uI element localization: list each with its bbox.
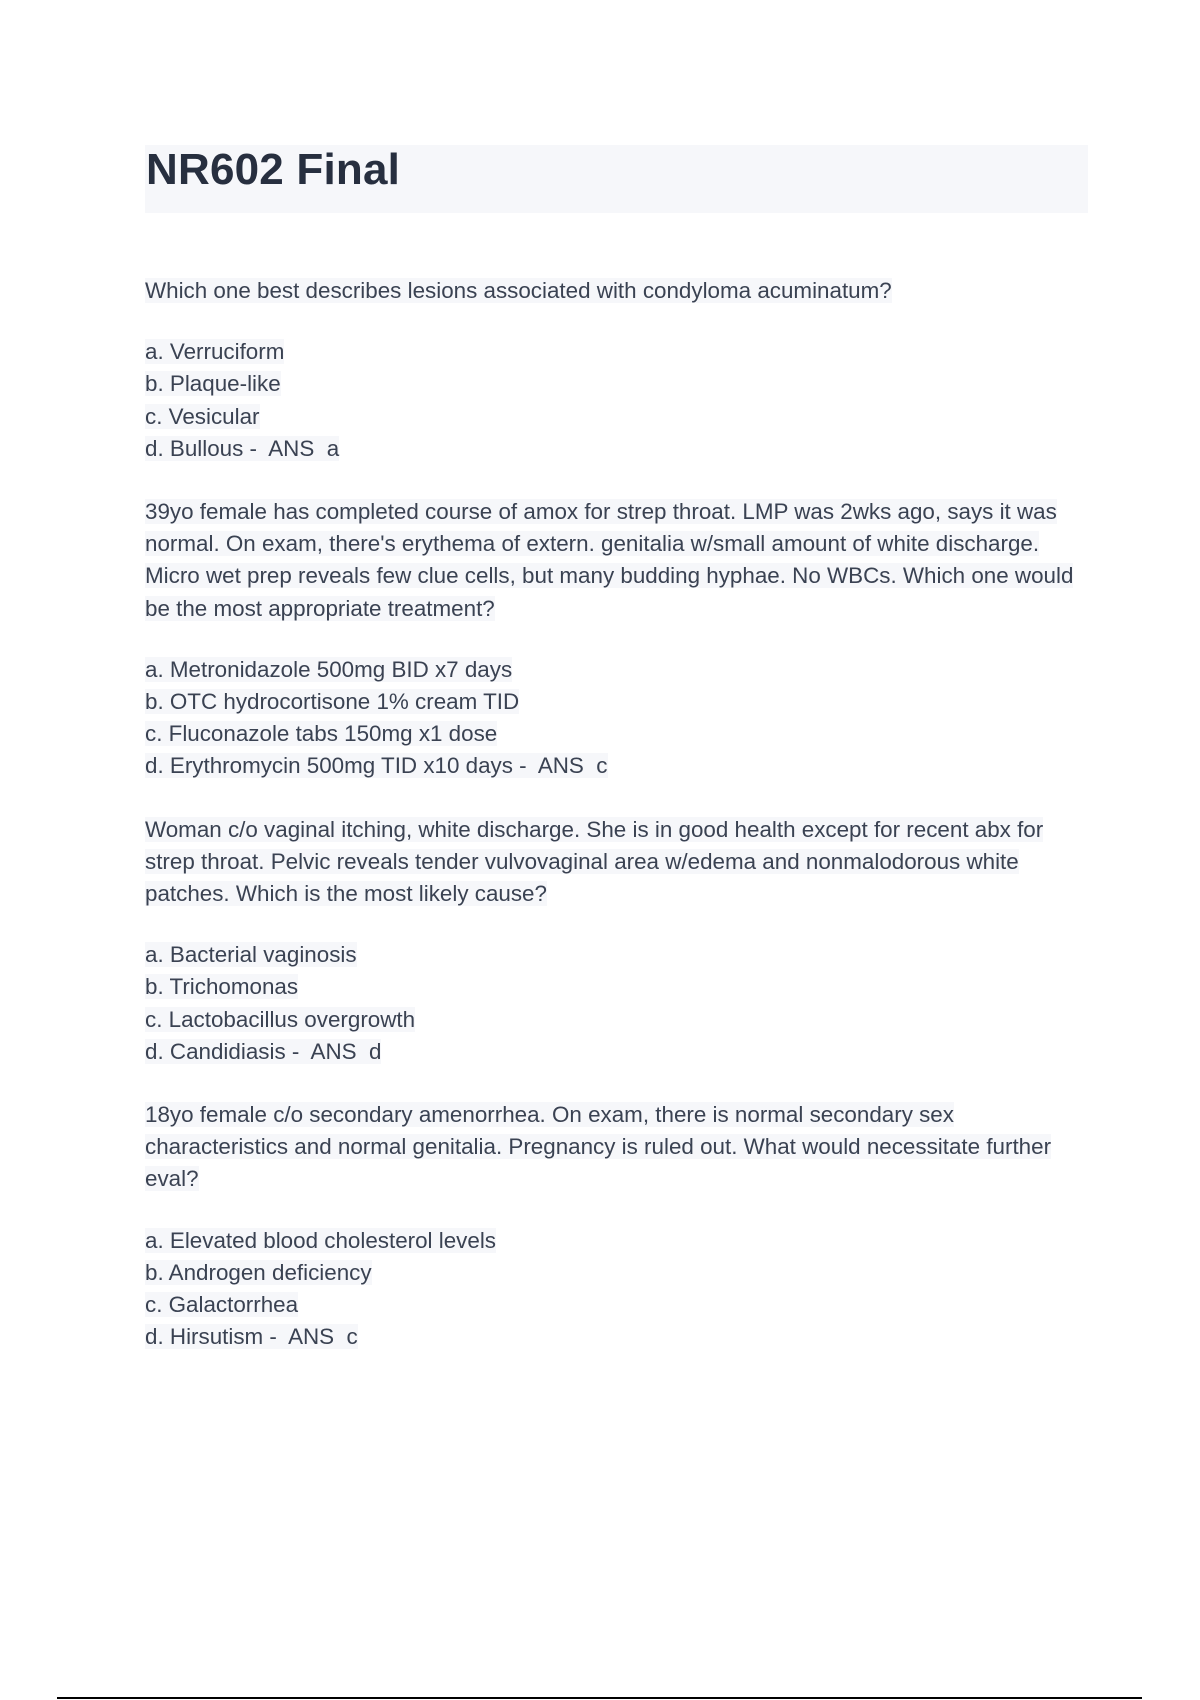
answer-option: a. Metronidazole 500mg BID x7 days bbox=[145, 656, 513, 682]
answer-option: b. Androgen deficiency bbox=[145, 1259, 372, 1285]
answer-option: d. Bullous - ANS a bbox=[145, 435, 340, 461]
answer-option: b. Plaque-like bbox=[145, 371, 281, 397]
question-stem: Which one best describes lesions associated with condyloma acuminatum? bbox=[145, 278, 892, 303]
document-title: NR602 Final bbox=[146, 145, 401, 194]
answer-option: d. Candidiasis - ANS d bbox=[145, 1038, 382, 1064]
question-stem: 39yo female has completed course of amox for strep throat. LMP was 2wks ago, says it was normal. On exam, there's erythema of extern. genitalia w/small amount of white discharge. Micro wet prep reveals few clue cells, but many budding hyphae. No WBCs. Which one would be the most appropriate treatment? bbox=[145, 499, 1074, 621]
answer-option: c. Lactobacillus overgrowth bbox=[145, 1006, 416, 1032]
answer-option: c. Fluconazole tabs 150mg x1 dose bbox=[145, 721, 498, 747]
footer-divider bbox=[57, 1697, 1142, 1699]
answer-option: c. Vesicular bbox=[145, 403, 260, 429]
answer-option: b. OTC hydrocortisone 1% cream TID bbox=[145, 689, 520, 715]
answer-option: a. Bacterial vaginosis bbox=[145, 942, 357, 968]
answer-options bbox=[145, 939, 1089, 1068]
answer-options bbox=[145, 336, 1089, 465]
answer-option: c. Galactorrhea bbox=[145, 1292, 299, 1318]
question-3 bbox=[145, 814, 1089, 1068]
answer-option: a. Verruciform bbox=[145, 339, 285, 365]
answer-option: a. Elevated blood cholesterol levels bbox=[145, 1227, 497, 1253]
question-stem: 18yo female c/o secondary amenorrhea. On exam, there is normal secondary sex characteristics and normal genitalia. Pregnancy is ruled out. What would necessitate further eval? bbox=[145, 1102, 1052, 1192]
question-4 bbox=[145, 1099, 1089, 1353]
question-2 bbox=[145, 496, 1089, 783]
question-list bbox=[145, 275, 1089, 1384]
answer-option: d. Hirsutism - ANS c bbox=[145, 1324, 358, 1350]
question-1 bbox=[145, 275, 1089, 465]
answer-options bbox=[145, 1225, 1089, 1354]
answer-option: b. Trichomonas bbox=[145, 974, 299, 1000]
question-stem: Woman c/o vaginal itching, white discharge. She is in good health except for recent abx for strep throat. Pelvic reveals tender vulvovaginal area w/edema and nonmalodorous white patches. Which is the most likely cause? bbox=[145, 816, 1044, 907]
answer-options bbox=[145, 654, 1089, 783]
answer-option: d. Erythromycin 500mg TID x10 days - ANS c bbox=[145, 753, 608, 779]
